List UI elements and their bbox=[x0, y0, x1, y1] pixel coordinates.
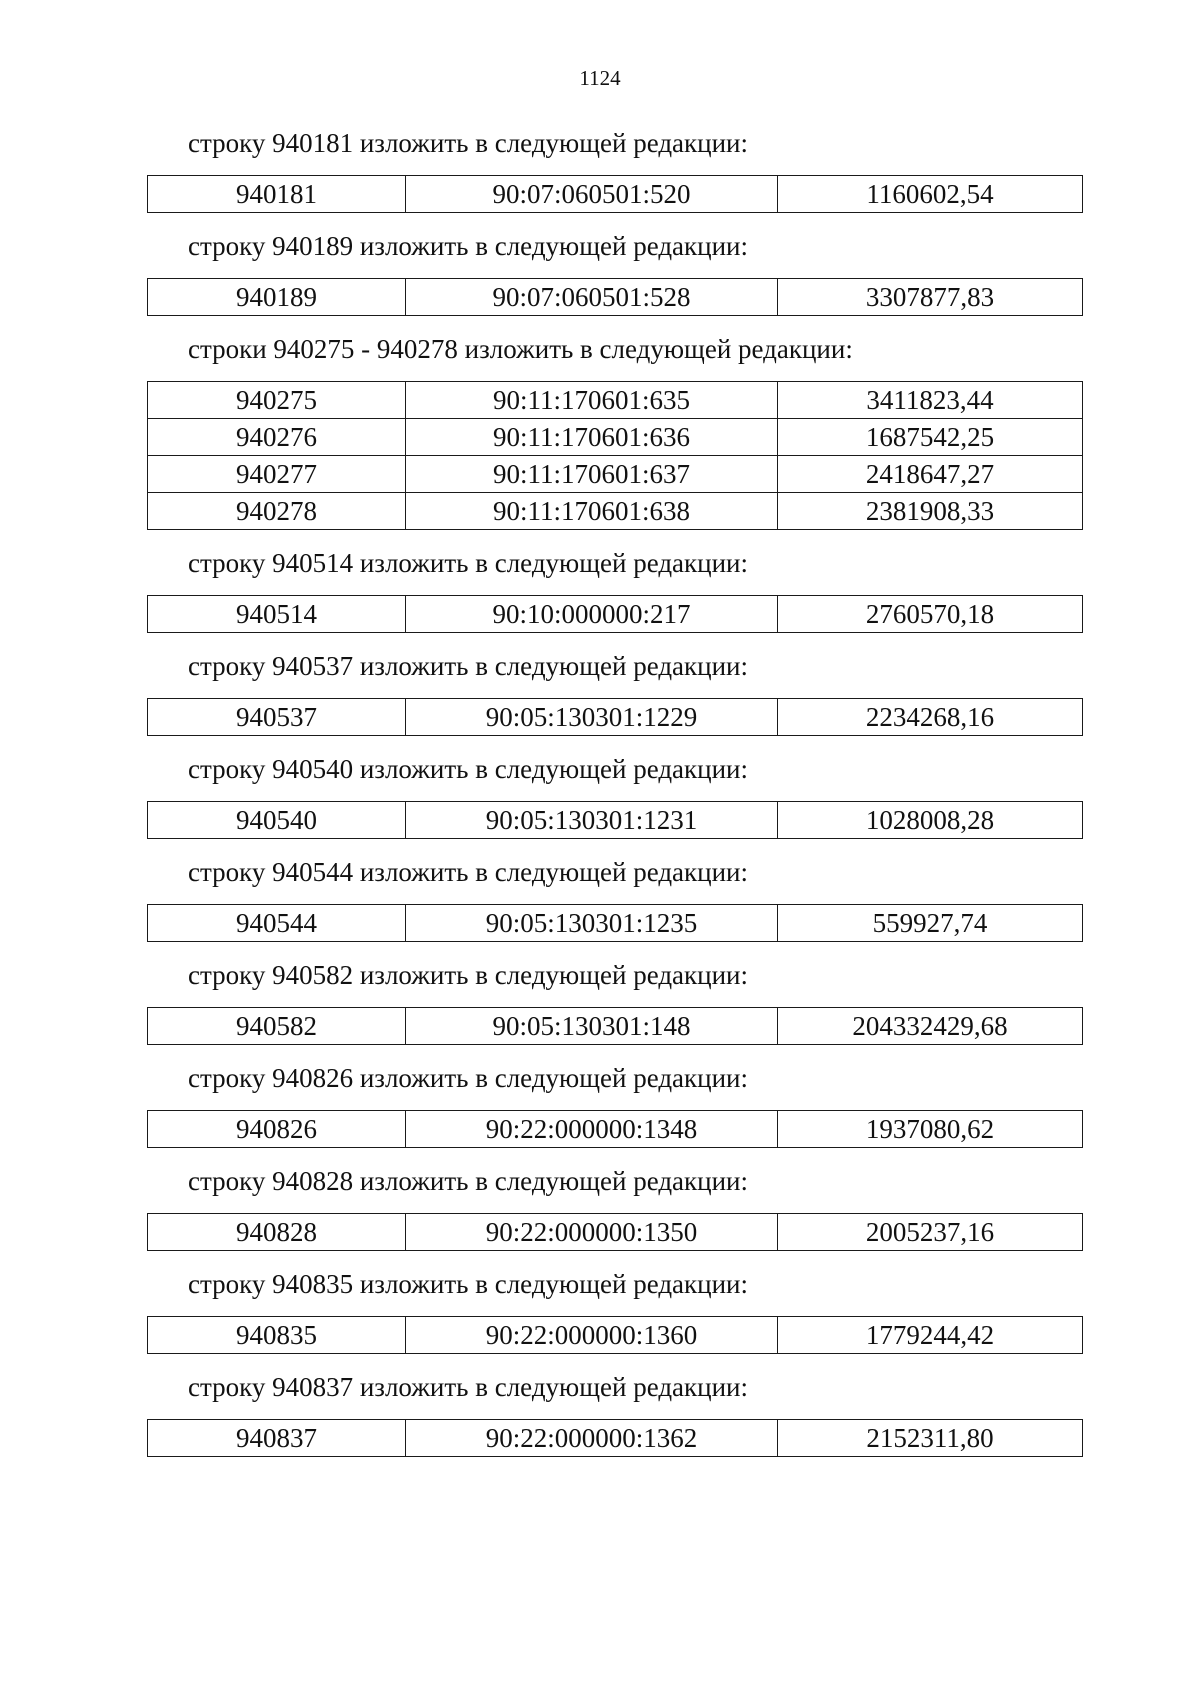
table-row bbox=[148, 176, 1083, 213]
cadastral-number-cell: 90:22:000000:1362 bbox=[406, 1420, 778, 1457]
cadastral-number-cell: 90:10:000000:217 bbox=[406, 596, 778, 633]
amendment-table bbox=[147, 1419, 1083, 1457]
amendment-instruction: строку 940837 изложить в следующей редакции: bbox=[188, 1372, 749, 1402]
value-cell: 2005237,16 bbox=[778, 1214, 1083, 1251]
cadastral-number-cell: 90:05:130301:148 bbox=[406, 1008, 778, 1045]
amendment-table bbox=[147, 1110, 1083, 1148]
amendment-instruction: строку 940582 изложить в следующей редакции: bbox=[188, 960, 749, 990]
amendment-instruction: строку 940540 изложить в следующей редакции: bbox=[188, 754, 749, 784]
value-cell: 2152311,80 bbox=[778, 1420, 1083, 1457]
cadastral-number-cell: 90:11:170601:637 bbox=[406, 456, 778, 493]
amendment-block bbox=[0, 1268, 1200, 1354]
table-row bbox=[148, 1214, 1083, 1251]
amendment-block bbox=[0, 959, 1200, 1045]
value-cell: 3307877,83 bbox=[778, 279, 1083, 316]
amendment-block bbox=[0, 753, 1200, 839]
amendment-instruction: строки 940275 - 940278 изложить в следующей редакции: bbox=[188, 334, 853, 364]
amendment-table bbox=[147, 175, 1083, 213]
amendment-instruction: строку 940826 изложить в следующей редакции: bbox=[188, 1063, 749, 1093]
row-number-cell: 940835 bbox=[148, 1317, 406, 1354]
row-number-cell: 940277 bbox=[148, 456, 406, 493]
amendment-block bbox=[0, 856, 1200, 942]
table-row bbox=[148, 905, 1083, 942]
value-cell: 2381908,33 bbox=[778, 493, 1083, 530]
amendment-block bbox=[0, 127, 1200, 213]
amendment-instruction: строку 940189 изложить в следующей редакции: bbox=[188, 231, 749, 261]
row-number-cell: 940826 bbox=[148, 1111, 406, 1148]
row-number-cell: 940278 bbox=[148, 493, 406, 530]
row-number-cell: 940544 bbox=[148, 905, 406, 942]
amendment-instruction: строку 940537 изложить в следующей редакции: bbox=[188, 651, 749, 681]
cadastral-number-cell: 90:05:130301:1231 bbox=[406, 802, 778, 839]
amendment-block bbox=[0, 547, 1200, 633]
cadastral-number-cell: 90:22:000000:1360 bbox=[406, 1317, 778, 1354]
amendment-block bbox=[0, 1165, 1200, 1251]
amendment-table bbox=[147, 904, 1083, 942]
table-row bbox=[148, 493, 1083, 530]
amendment-instruction: строку 940835 изложить в следующей редакции: bbox=[188, 1269, 749, 1299]
amendment-block bbox=[0, 333, 1200, 530]
value-cell: 2418647,27 bbox=[778, 456, 1083, 493]
table-row bbox=[148, 419, 1083, 456]
amendment-block bbox=[0, 1062, 1200, 1148]
table-row bbox=[148, 596, 1083, 633]
value-cell: 1160602,54 bbox=[778, 176, 1083, 213]
value-cell: 1779244,42 bbox=[778, 1317, 1083, 1354]
cadastral-number-cell: 90:22:000000:1350 bbox=[406, 1214, 778, 1251]
value-cell: 1028008,28 bbox=[778, 802, 1083, 839]
page-number: 1124 bbox=[579, 66, 621, 90]
value-cell: 204332429,68 bbox=[778, 1008, 1083, 1045]
cadastral-number-cell: 90:11:170601:636 bbox=[406, 419, 778, 456]
row-number-cell: 940537 bbox=[148, 699, 406, 736]
amendment-table bbox=[147, 278, 1083, 316]
value-cell: 1937080,62 bbox=[778, 1111, 1083, 1148]
value-cell: 2760570,18 bbox=[778, 596, 1083, 633]
cadastral-number-cell: 90:11:170601:638 bbox=[406, 493, 778, 530]
amendment-instruction: строку 940828 изложить в следующей редакции: bbox=[188, 1166, 749, 1196]
amendment-table bbox=[147, 801, 1083, 839]
table-row bbox=[148, 699, 1083, 736]
amendment-instruction: строку 940544 изложить в следующей редакции: bbox=[188, 857, 749, 887]
amendment-table bbox=[147, 381, 1083, 530]
cadastral-number-cell: 90:22:000000:1348 bbox=[406, 1111, 778, 1148]
table-row bbox=[148, 1008, 1083, 1045]
row-number-cell: 940828 bbox=[148, 1214, 406, 1251]
row-number-cell: 940837 bbox=[148, 1420, 406, 1457]
row-number-cell: 940189 bbox=[148, 279, 406, 316]
amendment-block bbox=[0, 230, 1200, 316]
amendment-table bbox=[147, 1316, 1083, 1354]
row-number-cell: 940582 bbox=[148, 1008, 406, 1045]
row-number-cell: 940275 bbox=[148, 382, 406, 419]
value-cell: 2234268,16 bbox=[778, 699, 1083, 736]
amendment-table bbox=[147, 1213, 1083, 1251]
amendment-block bbox=[0, 1371, 1200, 1457]
cadastral-number-cell: 90:07:060501:528 bbox=[406, 279, 778, 316]
value-cell: 3411823,44 bbox=[778, 382, 1083, 419]
table-row bbox=[148, 1420, 1083, 1457]
cadastral-number-cell: 90:05:130301:1229 bbox=[406, 699, 778, 736]
table-row bbox=[148, 382, 1083, 419]
table-row bbox=[148, 279, 1083, 316]
amendment-table bbox=[147, 698, 1083, 736]
table-row bbox=[148, 802, 1083, 839]
table-row bbox=[148, 1317, 1083, 1354]
row-number-cell: 940514 bbox=[148, 596, 406, 633]
row-number-cell: 940181 bbox=[148, 176, 406, 213]
value-cell: 559927,74 bbox=[778, 905, 1083, 942]
amendment-block bbox=[0, 650, 1200, 736]
cadastral-number-cell: 90:07:060501:520 bbox=[406, 176, 778, 213]
row-number-cell: 940276 bbox=[148, 419, 406, 456]
cadastral-number-cell: 90:05:130301:1235 bbox=[406, 905, 778, 942]
cadastral-number-cell: 90:11:170601:635 bbox=[406, 382, 778, 419]
amendment-table bbox=[147, 1007, 1083, 1045]
amendment-instruction: строку 940514 изложить в следующей редакции: bbox=[188, 548, 749, 578]
table-row bbox=[148, 456, 1083, 493]
document-body bbox=[0, 127, 1200, 1474]
amendment-table bbox=[147, 595, 1083, 633]
amendment-instruction: строку 940181 изложить в следующей редакции: bbox=[188, 128, 749, 158]
value-cell: 1687542,25 bbox=[778, 419, 1083, 456]
row-number-cell: 940540 bbox=[148, 802, 406, 839]
table-row bbox=[148, 1111, 1083, 1148]
